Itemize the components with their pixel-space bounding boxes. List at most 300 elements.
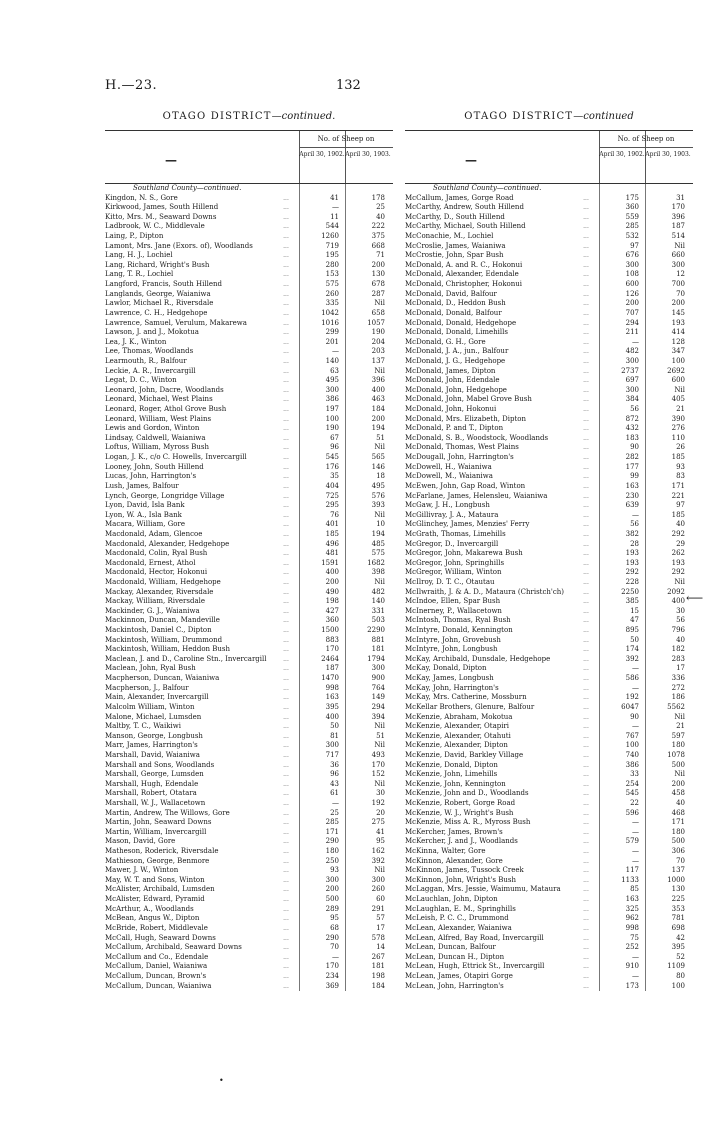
- leader-dots: ...: [283, 300, 289, 308]
- leader-dots: ...: [283, 473, 289, 481]
- sheep-1903: 1109: [667, 962, 685, 971]
- leader-dots: ...: [283, 963, 289, 971]
- sheep-1903: 200: [371, 260, 385, 269]
- leader-dots: ...: [583, 261, 589, 269]
- leader-dots: ...: [283, 867, 289, 875]
- leader-dots: ...: [283, 684, 289, 692]
- leader-dots: ...: [583, 406, 589, 414]
- owner-name: McKenzie, Alexander, Dipton: [405, 741, 508, 750]
- sheep-1902: 174: [625, 645, 639, 654]
- sheep-1902: 427: [325, 606, 339, 615]
- sheep-1902: 360: [625, 203, 639, 212]
- sheep-1902: 600: [625, 280, 639, 289]
- owner-name: McIlroy, D. T. C., Otautau: [405, 577, 495, 586]
- table-row: [405, 722, 693, 732]
- sheep-1902: —: [632, 971, 639, 980]
- sheep-1903: Nil: [374, 366, 385, 375]
- sheep-1903: 162: [371, 847, 385, 856]
- sheep-1902: 76: [330, 510, 339, 519]
- leader-dots: ...: [583, 703, 589, 711]
- table-row: [105, 616, 393, 626]
- table-row: [105, 962, 393, 972]
- owner-name: McKay, Mrs. Catherine, Mossburn: [405, 693, 527, 702]
- sheep-1903: 100: [671, 356, 685, 365]
- owner-name: McIndoe, Ellen, Spar Bush: [405, 597, 501, 606]
- page-number: 132: [336, 78, 361, 93]
- leader-dots: ...: [583, 646, 589, 654]
- leader-dots: ...: [283, 607, 289, 615]
- table-row: [105, 549, 393, 559]
- leader-dots: ...: [583, 463, 589, 471]
- table-row: [105, 434, 393, 444]
- sheep-1902: 392: [625, 654, 639, 663]
- sheep-1903: 185: [671, 510, 685, 519]
- sheep-1902: 33: [630, 770, 639, 779]
- table-row: [105, 405, 393, 415]
- sheep-1902: 482: [625, 347, 639, 356]
- column-title-suffix: —continued.: [271, 111, 336, 122]
- sheep-1902: 1042: [321, 308, 339, 317]
- owner-name: Lang, T. R., Lochiel: [105, 270, 174, 279]
- owner-name: McLaggan, Mrs. Jessie, Waimumu, Mataura: [405, 885, 561, 894]
- sheep-1903: 137: [671, 866, 685, 875]
- leader-dots: ...: [583, 588, 589, 596]
- table-row: [105, 530, 393, 540]
- sheep-1902: 369: [325, 981, 339, 990]
- sheep-1903: 30: [676, 606, 685, 615]
- leader-dots: ...: [283, 694, 289, 702]
- sheep-1902: 280: [325, 260, 339, 269]
- sheep-1903: 347: [671, 347, 685, 356]
- table-row: [105, 837, 393, 847]
- sheep-1902: 490: [325, 587, 339, 596]
- leader-dots: ...: [583, 252, 589, 260]
- sheep-1903: 130: [671, 885, 685, 894]
- owner-name: Malone, Michael, Lumsden: [105, 712, 202, 721]
- sheep-1903: 658: [371, 308, 385, 317]
- table-row: [405, 415, 693, 425]
- owner-name: McKinnon, John, Wright's Bush: [405, 875, 516, 884]
- table-row: [105, 693, 393, 703]
- sheep-1902: 1133: [621, 875, 639, 884]
- sheep-1902: 75: [630, 933, 639, 942]
- table-row: [105, 578, 393, 588]
- sheep-1903: 181: [371, 962, 385, 971]
- sheep-1902: 384: [625, 395, 639, 404]
- leader-dots: ...: [583, 578, 589, 586]
- owner-name: Lawson, J. and J., Mokotua: [105, 328, 199, 337]
- sheep-1903: 503: [371, 616, 385, 625]
- sheep-1902: 211: [625, 328, 639, 337]
- sheep-1903: 130: [371, 270, 385, 279]
- sheep-1902: 163: [625, 481, 639, 490]
- table-row: [105, 261, 393, 271]
- leader-dots: ...: [583, 290, 589, 298]
- leader-dots: ...: [583, 454, 589, 462]
- owner-name: Lush, James, Balfour: [105, 481, 179, 490]
- leader-dots: ...: [283, 338, 289, 346]
- table-row: [105, 395, 393, 405]
- table-row: [105, 299, 393, 309]
- sheep-1903: 881: [371, 635, 385, 644]
- owner-name: Lyon, W. A., Isla Bank: [105, 510, 182, 519]
- table-row: [105, 194, 393, 204]
- sheep-1903: 40: [676, 520, 685, 529]
- sheep-1902: 250: [325, 856, 339, 865]
- leader-dots: ...: [283, 252, 289, 260]
- owner-name: McCallum, Archibald, Seaward Downs: [105, 943, 242, 952]
- owner-name: McKenzie, John, Limehills: [405, 770, 498, 779]
- sheep-1903: 25: [376, 203, 385, 212]
- leader-dots: ...: [283, 800, 289, 807]
- leader-dots: ...: [583, 896, 589, 904]
- owner-name: May, W. T. and Sons, Winton: [105, 875, 205, 884]
- owner-name: McKenzie, W. J., Wright's Bush: [405, 808, 514, 817]
- table-row: [105, 722, 393, 732]
- sheep-1902: 200: [325, 885, 339, 894]
- sheep-1903: 395: [671, 943, 685, 952]
- sheep-1902: 579: [625, 837, 639, 846]
- leader-dots: ...: [583, 482, 589, 490]
- table-row: [105, 924, 393, 934]
- sheep-1903: 186: [671, 693, 685, 702]
- table-row: [405, 338, 693, 348]
- table-row: [105, 905, 393, 915]
- table-row: [105, 415, 393, 425]
- sheep-1903: 70: [676, 289, 685, 298]
- sheep-1902: 163: [625, 895, 639, 904]
- table-row: [105, 588, 393, 598]
- owner-name: McKenzie, Donald, Dipton: [405, 760, 498, 769]
- table-row: [405, 501, 693, 511]
- leader-dots: ...: [583, 732, 589, 740]
- year-1903-header: April 30, 1903.: [645, 151, 691, 158]
- table-row: [405, 588, 693, 598]
- sheep-1903: 21: [676, 405, 685, 414]
- leader-dots: ...: [583, 684, 589, 692]
- leader-dots: ...: [283, 972, 289, 980]
- leader-dots: ...: [283, 742, 289, 750]
- table-row: [405, 876, 693, 886]
- sheep-1902: —: [632, 337, 639, 346]
- sheep-1902: 2464: [321, 654, 339, 663]
- table-row: [105, 674, 393, 684]
- table-row: [105, 799, 393, 809]
- sheep-1902: 300: [325, 741, 339, 750]
- sheep-1903: Nil: [374, 722, 385, 731]
- leader-dots: ...: [583, 396, 589, 404]
- table-row: [405, 472, 693, 482]
- leader-dots: ...: [283, 896, 289, 904]
- owner-name: McCallum, Daniel, Waianiwa: [105, 962, 208, 971]
- sheep-1903: 20: [376, 808, 385, 817]
- year-1903-header: April 30, 1903.: [345, 151, 391, 158]
- sheep-1903: 194: [371, 529, 385, 538]
- table-row: [105, 876, 393, 886]
- sheep-1902: 639: [625, 501, 639, 510]
- owner-name: McCarthy, Michael, South Hillend: [405, 222, 526, 231]
- owner-name: McLean, John, Harrington's: [405, 981, 504, 990]
- table-row: [405, 761, 693, 771]
- sheep-1903: 200: [671, 299, 685, 308]
- owner-name: Marshall, David, Waianiwa: [105, 750, 200, 759]
- sheep-1902: 35: [330, 472, 339, 481]
- sheep-1902: —: [332, 952, 339, 961]
- owner-name: McIntyre, John, Grovebush: [405, 635, 501, 644]
- leader-dots: ...: [583, 540, 589, 548]
- sheep-1903: 83: [676, 472, 685, 481]
- owner-name: McKercher, James, Brown's: [405, 827, 503, 836]
- owner-name: McAlister, Archibald, Lumsden: [105, 885, 215, 894]
- sheep-1902: 50: [330, 722, 339, 731]
- sheep-1902: 697: [625, 376, 639, 385]
- owner-name: Macara, William, Gore: [105, 520, 185, 529]
- sheep-1902: 295: [325, 501, 339, 510]
- table-row: [105, 770, 393, 780]
- owner-name: McGlinchey, James, Menzies' Ferry: [405, 520, 530, 529]
- sheep-1903: 900: [371, 674, 385, 683]
- sheep-1902: 15: [630, 606, 639, 615]
- leader-dots: ...: [283, 329, 289, 337]
- sheep-1903: 203: [371, 347, 385, 356]
- sheep-1903: 300: [671, 260, 685, 269]
- leader-dots: ...: [283, 819, 289, 827]
- owner-name: Kingdon, N. S., Gore: [105, 193, 178, 202]
- sheep-1902: —: [632, 847, 639, 856]
- table-row: [105, 328, 393, 338]
- owner-name: McCroslie, James, Waianiwa: [405, 241, 506, 250]
- table-row: [405, 962, 693, 972]
- county-subheading: Southland County—continued.: [133, 184, 242, 192]
- table-row: [405, 626, 693, 636]
- leader-dots: ...: [583, 934, 589, 942]
- sheep-1903: 140: [371, 597, 385, 606]
- table-row: [105, 972, 393, 982]
- owner-name: McDonald, Donald, Balfour: [405, 308, 502, 317]
- sheep-1903: 95: [376, 837, 385, 846]
- sheep-1902: 99: [630, 472, 639, 481]
- leader-dots: ...: [583, 444, 589, 452]
- year-1902-header: April 30, 1902.: [299, 151, 345, 158]
- sheep-1903: 300: [371, 664, 385, 673]
- sheep-1903: 398: [371, 568, 385, 577]
- sheep-1903: Nil: [674, 712, 685, 721]
- leader-dots: ...: [283, 261, 289, 269]
- sheep-1903: 700: [671, 280, 685, 289]
- leader-dots: ...: [283, 646, 289, 654]
- sheep-1902: 170: [325, 962, 339, 971]
- table-row: [105, 511, 393, 521]
- leader-dots: ...: [283, 713, 289, 721]
- sheep-1903: 14: [376, 943, 385, 952]
- owner-name: McDonald, John, Mabel Grove Bush: [405, 395, 532, 404]
- sheep-1902: 2737: [621, 366, 639, 375]
- leader-dots: ...: [583, 675, 589, 683]
- table-row: [405, 242, 693, 252]
- owner-name: Leonard, John, Dacre, Woodlands: [105, 385, 224, 394]
- sheep-1902: —: [632, 683, 639, 692]
- sheep-1903: 40: [676, 635, 685, 644]
- owner-name: Marshall, Robert, Otatara: [105, 789, 197, 798]
- sheep-1903: 41: [376, 827, 385, 836]
- owner-name: Mackintosh, William, Drummond: [105, 635, 223, 644]
- sheep-1902: 495: [325, 376, 339, 385]
- owner-name: Leonard, Michael, West Plains: [105, 395, 213, 404]
- leader-dots: ...: [283, 396, 289, 404]
- sheep-1903: 400: [671, 597, 685, 606]
- sheep-1902: 254: [625, 779, 639, 788]
- table-row: [405, 645, 693, 655]
- leader-dots: ...: [283, 723, 289, 731]
- leader-dots: ...: [583, 367, 589, 375]
- sheep-1902: 432: [625, 424, 639, 433]
- owner-name: McKenzie, John and D., Woodlands: [405, 789, 529, 798]
- sheep-1903: Nil: [674, 770, 685, 779]
- leader-dots: ...: [283, 655, 289, 663]
- table-row: [105, 568, 393, 578]
- leader-dots: ...: [583, 790, 589, 798]
- table-row: [105, 847, 393, 857]
- leader-dots: ...: [283, 828, 289, 836]
- table-row: [405, 319, 693, 329]
- sheep-1903: 392: [371, 856, 385, 865]
- leader-dots: ...: [583, 492, 589, 500]
- sheep-1902: 481: [325, 549, 339, 558]
- sheep-1903: 184: [371, 405, 385, 414]
- owner-name: McKellar Brothers, Glenure, Balfour: [405, 702, 535, 711]
- table-row: [105, 780, 393, 790]
- sheep-1902: 290: [325, 837, 339, 846]
- sheep-1903: Nil: [374, 299, 385, 308]
- leader-dots: ...: [583, 617, 589, 625]
- owner-name: McKinnon, James, Tussock Creek: [405, 866, 524, 875]
- table-row: [405, 232, 693, 242]
- owner-name: Lawrence, C. H., Hedgehope: [105, 308, 208, 317]
- owner-name: McKay, James, Longbush: [405, 674, 494, 683]
- table-row: [405, 597, 693, 607]
- sheep-1903: 396: [671, 212, 685, 221]
- sheep-1903: Nil: [674, 241, 685, 250]
- owner-name: Maclean, John, Ryal Bush: [105, 664, 196, 673]
- sheep-1902: 385: [625, 597, 639, 606]
- sheep-1903: 181: [371, 645, 385, 654]
- sheep-1903: 495: [371, 481, 385, 490]
- table-row: [405, 520, 693, 530]
- owner-name: Lawlor, Michael R., Riversdale: [105, 299, 214, 308]
- leader-dots: ...: [283, 242, 289, 250]
- leader-dots: ...: [583, 694, 589, 702]
- sheep-1903: 93: [676, 462, 685, 471]
- table-row: [105, 607, 393, 617]
- table-row: [405, 789, 693, 799]
- sheep-1902: 200: [325, 577, 339, 586]
- leader-dots: ...: [583, 348, 589, 356]
- leader-dots: ...: [583, 569, 589, 577]
- owner-name: McGaw, J. H., Longbush: [405, 501, 490, 510]
- sheep-1903: 292: [671, 568, 685, 577]
- table-row: [405, 895, 693, 905]
- sheep-1903: 10: [376, 520, 385, 529]
- leader-dots: ...: [283, 319, 289, 327]
- sheep-1902: 335: [325, 299, 339, 308]
- sheep-1902: 193: [625, 549, 639, 558]
- leader-dots: ...: [583, 713, 589, 721]
- leader-dots: ...: [583, 425, 589, 433]
- sheep-1902: 1500: [321, 626, 339, 635]
- table-row: [405, 616, 693, 626]
- table-row: [105, 664, 393, 674]
- table-row: [405, 540, 693, 550]
- sheep-1903: 292: [671, 529, 685, 538]
- sheep-1902: 170: [325, 645, 339, 654]
- sheep-1902: 496: [325, 539, 339, 548]
- table-row: [405, 684, 693, 694]
- owner-name: McEwen, John, Gap Road, Winton: [405, 481, 526, 490]
- sheep-1903: 100: [671, 981, 685, 990]
- leader-dots: ...: [283, 425, 289, 433]
- leader-dots: ...: [583, 550, 589, 558]
- sheep-1903: 40: [376, 212, 385, 221]
- sheep-1902: 234: [325, 971, 339, 980]
- owner-name: Mason, David, Gore: [105, 837, 176, 846]
- table-row: [405, 434, 693, 444]
- table-row: [405, 664, 693, 674]
- table-row: [105, 809, 393, 819]
- owner-name: Lawrence, Samuel, Verulum, Makarewa: [105, 318, 247, 327]
- leader-dots: ...: [583, 598, 589, 606]
- sheep-1902: 93: [330, 866, 339, 875]
- owner-name: Mawer, J. W., Winton: [105, 866, 179, 875]
- owner-name: Lyon, David, Isla Bank: [105, 501, 185, 510]
- sheep-1903: 400: [371, 385, 385, 394]
- sheep-1903: 184: [371, 981, 385, 990]
- leader-dots: ...: [283, 434, 289, 442]
- sheep-1902: 998: [625, 923, 639, 932]
- sheep-1903: 276: [671, 424, 685, 433]
- sheep-1903: 597: [671, 731, 685, 740]
- leader-dots: ...: [583, 876, 589, 884]
- sheep-1902: 100: [625, 741, 639, 750]
- table-row: [105, 732, 393, 742]
- table-row: [405, 530, 693, 540]
- sheep-1902: 1260: [321, 232, 339, 241]
- sheep-1903: 781: [671, 914, 685, 923]
- table-row: [105, 866, 393, 876]
- margin-arrow-mark: ⟵: [686, 591, 703, 605]
- table-row: [405, 395, 693, 405]
- sheep-1902: 2250: [621, 587, 639, 596]
- sheep-1902: 228: [625, 577, 639, 586]
- leader-dots: ...: [583, 819, 589, 827]
- owner-name: Mackinnon, Duncan, Mandeville: [105, 616, 220, 625]
- table-row: [405, 741, 693, 751]
- sheep-1902: 282: [625, 453, 639, 462]
- name-header-dash: —: [165, 153, 177, 167]
- sheep-1902: 192: [625, 693, 639, 702]
- owner-name: McDonald, John, Hokonui: [405, 405, 497, 414]
- table-row: [105, 482, 393, 492]
- sheep-1902: 544: [325, 222, 339, 231]
- table-row: [405, 924, 693, 934]
- table-row: [405, 222, 693, 232]
- table-row: [405, 809, 693, 819]
- leader-dots: ...: [283, 233, 289, 241]
- owner-name: Leckie, A. R., Invercargill: [105, 366, 196, 375]
- sheep-1902: 126: [625, 289, 639, 298]
- sheep-1902: 596: [625, 808, 639, 817]
- table-row: [105, 761, 393, 771]
- owner-name: McBean, Angus W., Dipton: [105, 914, 200, 923]
